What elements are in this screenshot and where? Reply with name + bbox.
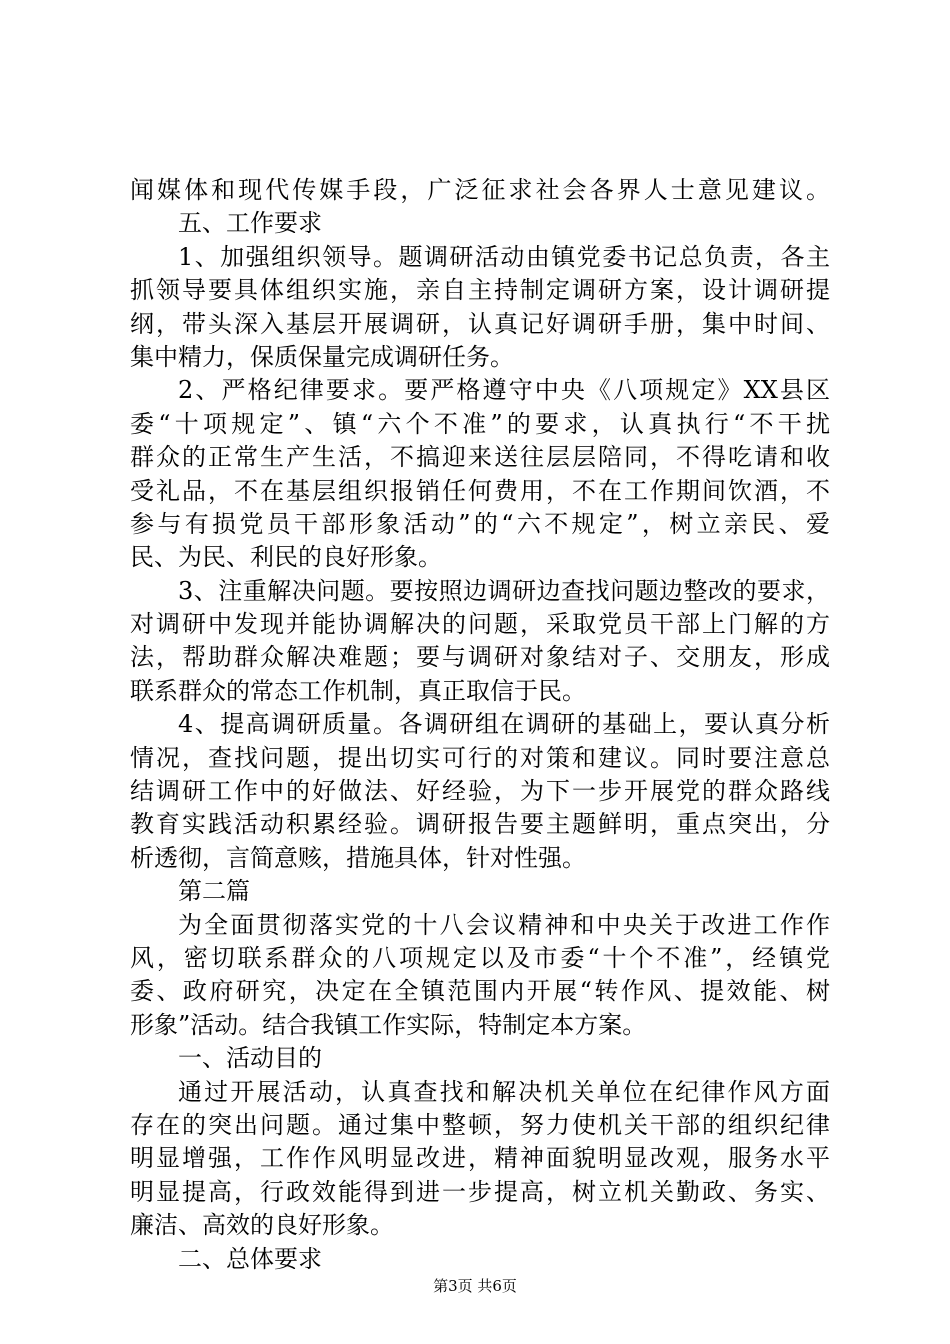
text-line: 3、注重解决问题。要按照边调研边查找问题边整改的要求， <box>178 576 830 605</box>
chapter-heading: 第二篇 <box>178 877 250 906</box>
text-line: 受礼品，不在基层组织报销任何费用，不在工作期间饮酒，不 <box>130 476 830 505</box>
text-line: 结调研工作中的好做法、好经验，为下一步开展党的群众路线 <box>130 777 830 806</box>
text-line: 通过开展活动，认真查找和解决机关单位在纪律作风方面 <box>178 1077 830 1106</box>
text-line: 群众的正常生产生活，不搞迎来送往层层陪同，不得吃请和收 <box>130 443 830 472</box>
text-line: 联系群众的常态工作机制，真正取信于民。 <box>130 676 586 705</box>
text-line: 教育实践活动积累经验。调研报告要主题鲜明，重点突出，分 <box>130 810 830 839</box>
text-line: 法，帮助群众解决难题；要与调研对象结对子、交朋友，形成 <box>130 643 830 672</box>
text-line: 廉洁、高效的良好形象。 <box>130 1211 394 1240</box>
document-body <box>130 174 830 1276</box>
text-line: 风，密切联系群众的八项规定以及市委“十个不准”，经镇党 <box>130 943 830 972</box>
section-heading: 五、工作要求 <box>178 209 322 238</box>
text-line: 委、政府研究，决定在全镇范围内开展“转作风、提效能、树 <box>130 977 830 1006</box>
text-line: 对调研中发现并能协调解决的问题，采取党员干部上门解的方 <box>130 610 830 639</box>
text-line: 参与有损党员干部形象活动”的“六不规定”，树立亲民、爱 <box>130 509 830 538</box>
text-line: 4、提高调研质量。各调研组在调研的基础上，要认真分析 <box>178 710 830 739</box>
text-line: 1、加强组织领导。题调研活动由镇党委书记总负责，各主 <box>178 242 830 271</box>
text-line: 抓领导要具体组织实施，亲自主持制定调研方案，设计调研提 <box>130 276 830 305</box>
text-line: 为全面贯彻落实党的十八会议精神和中央关于改进工作作 <box>178 910 830 939</box>
section-heading: 二、总体要求 <box>178 1244 322 1273</box>
text-line: 民、为民、利民的良好形象。 <box>130 543 442 572</box>
text-line: 析透彻，言简意赅，措施具体，针对性强。 <box>130 843 586 872</box>
text-line: 明显增强，工作作风明显改进，精神面貌明显改观，服务水平 <box>130 1144 830 1173</box>
text-line: 闻媒体和现代传媒手段，广泛征求社会各界人士意见建议。 <box>130 176 830 204</box>
text-line: 委“十项规定”、镇“六个不准”的要求，认真执行“不干扰 <box>130 409 830 438</box>
text-line: 明显提高，行政效能得到进一步提高，树立机关勤政、务实、 <box>130 1177 830 1206</box>
page-number: 第3页 共6页 <box>433 1277 517 1295</box>
text-line: 集中精力，保质保量完成调研任务。 <box>130 342 514 371</box>
text-line: 形象”活动。结合我镇工作实际，特制定本方案。 <box>130 1010 647 1039</box>
text-line: 2、严格纪律要求。要严格遵守中央《八项规定》XX县区 <box>178 376 830 405</box>
text-line: 情况，查找问题，提出切实可行的对策和建议。同时要注意总 <box>130 743 830 772</box>
text-line: 纲，带头深入基层开展调研，认真记好调研手册，集中时间、 <box>130 309 830 338</box>
text-line: 存在的突出问题。通过集中整顿，努力使机关干部的组织纪律 <box>130 1110 830 1139</box>
section-heading: 一、活动目的 <box>178 1044 322 1073</box>
